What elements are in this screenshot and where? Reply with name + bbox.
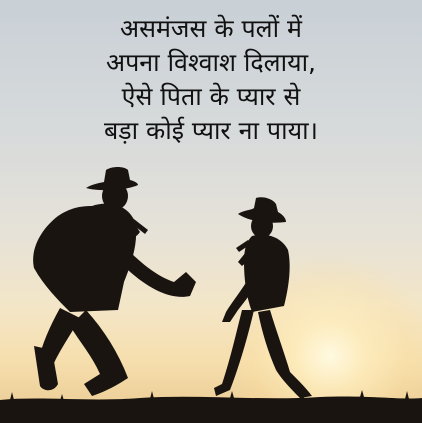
son-figure (214, 197, 312, 398)
quote-line-3: ऐसे पिता के प्यार से (121, 82, 301, 111)
quote-text (0, 12, 422, 148)
quote-line-4: बड़ा कोई प्यार ना पाया। (103, 116, 319, 145)
quote-line-1: असमंजस के पलों में (119, 14, 303, 43)
quote-line-2: अपना विश्वाश दिलाया, (105, 48, 317, 77)
father-figure (33, 167, 196, 396)
